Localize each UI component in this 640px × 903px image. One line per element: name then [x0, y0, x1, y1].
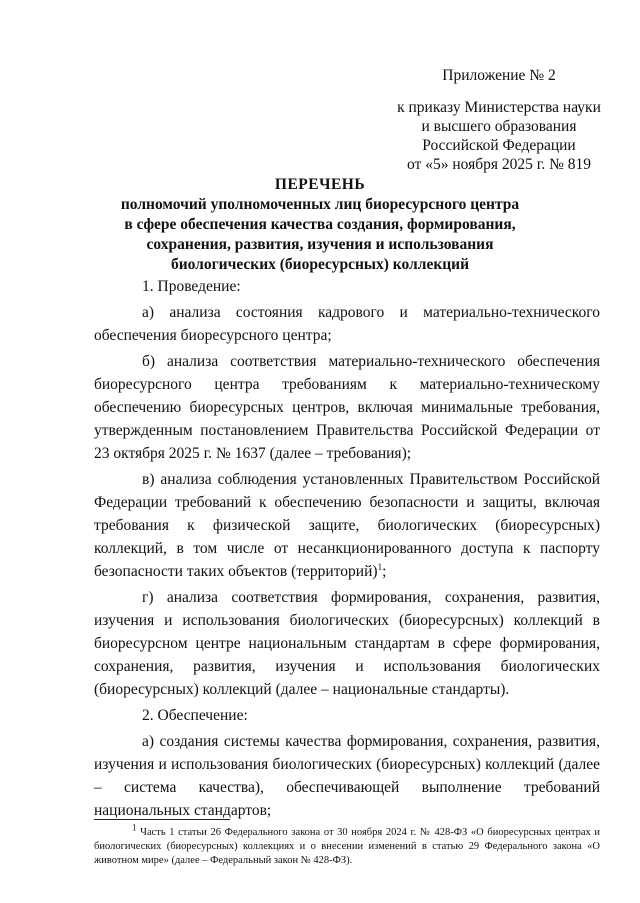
section-1-item-v	[94, 468, 600, 583]
footnote-mark: 1	[132, 822, 137, 833]
section-1-heading: 1. Проведение:	[142, 278, 241, 295]
footnote	[94, 822, 600, 868]
title-line-1: полномочий уполномоченных лиц биоресурсного центра	[120, 196, 520, 213]
section-1-item-v-end: ;	[382, 563, 387, 580]
order-date-number: от «5» ноября 2025 г. № 819	[407, 156, 591, 173]
section-2-heading: 2. Обеспечение:	[142, 707, 248, 724]
title-line-3: сохранения, развития, изучения и использования	[146, 236, 494, 253]
appendix-header	[388, 66, 610, 174]
footnote-text: Часть 1 статьи 26 Федерального закона от 30 ноября 2024 г. № 428-ФЗ «О биоресурсных центрах и биологических (биоресурсных) коллекциях и о внесении изменений в статью 29 Федерального закона «О животном мире» (далее – Федеральный закон № 428-ФЗ).	[94, 827, 600, 866]
title-heading: ПЕРЕЧЕНЬ	[274, 176, 366, 193]
section-2-item-a: а) создания системы качества формирования, сохранения, развития, изучения и использования биологических (биоресурсных) коллекций (далее – система качества), обеспечивающей выполнение требований национальных стандартов;	[94, 733, 600, 819]
title-line-4: биологических (биоресурсных) коллекций	[170, 256, 470, 273]
footnote-separator	[94, 819, 230, 820]
order-line-2: и высшего образования	[421, 118, 577, 135]
order-line-1: к приказу Министерства науки	[397, 99, 601, 116]
section-1-item-b: б) анализа соответствия материально-технического обеспечения биоресурсного центра требованиям к материально-техническому обеспечению биоресурсных центров, включая минимальные требования, утвержденным постановлением Правительства Российской Федерации от 23 октября 2025 г. № 1637 (далее – требования);	[94, 353, 600, 462]
order-line-3: Российской Федерации	[422, 137, 576, 154]
section-1-item-a: а) анализа состояния кадрового и материально-технического обеспечения биоресурсного центра;	[94, 304, 600, 344]
document-title	[80, 175, 560, 275]
document-body	[94, 275, 600, 825]
appendix-number: Приложение № 2	[442, 67, 556, 84]
section-1-item-g: г) анализа соответствия формирования, сохранения, развития, изучения и использования биологических (биоресурсных) коллекций в биоресурсном центре национальным стандартам в сфере формирования, сохранения, развития, изучения и использования биологических (биоресурсных) коллекций (далее – национальные стандарты).	[94, 589, 600, 698]
title-line-2: в сфере обеспечения качества создания, формирования,	[124, 216, 516, 233]
section-1-item-v-text: в) анализа соблюдения установленных Правительством Российской Федерации требований к обеспечению безопасности и защиты, включая требования к физической защите, биологических (биоресурсных) коллекций, в том числе от несанкционированного доступа к паспорту безопасности таких объектов (территорий)	[94, 471, 600, 580]
footnote-reference[interactable]: 1	[377, 561, 383, 572]
